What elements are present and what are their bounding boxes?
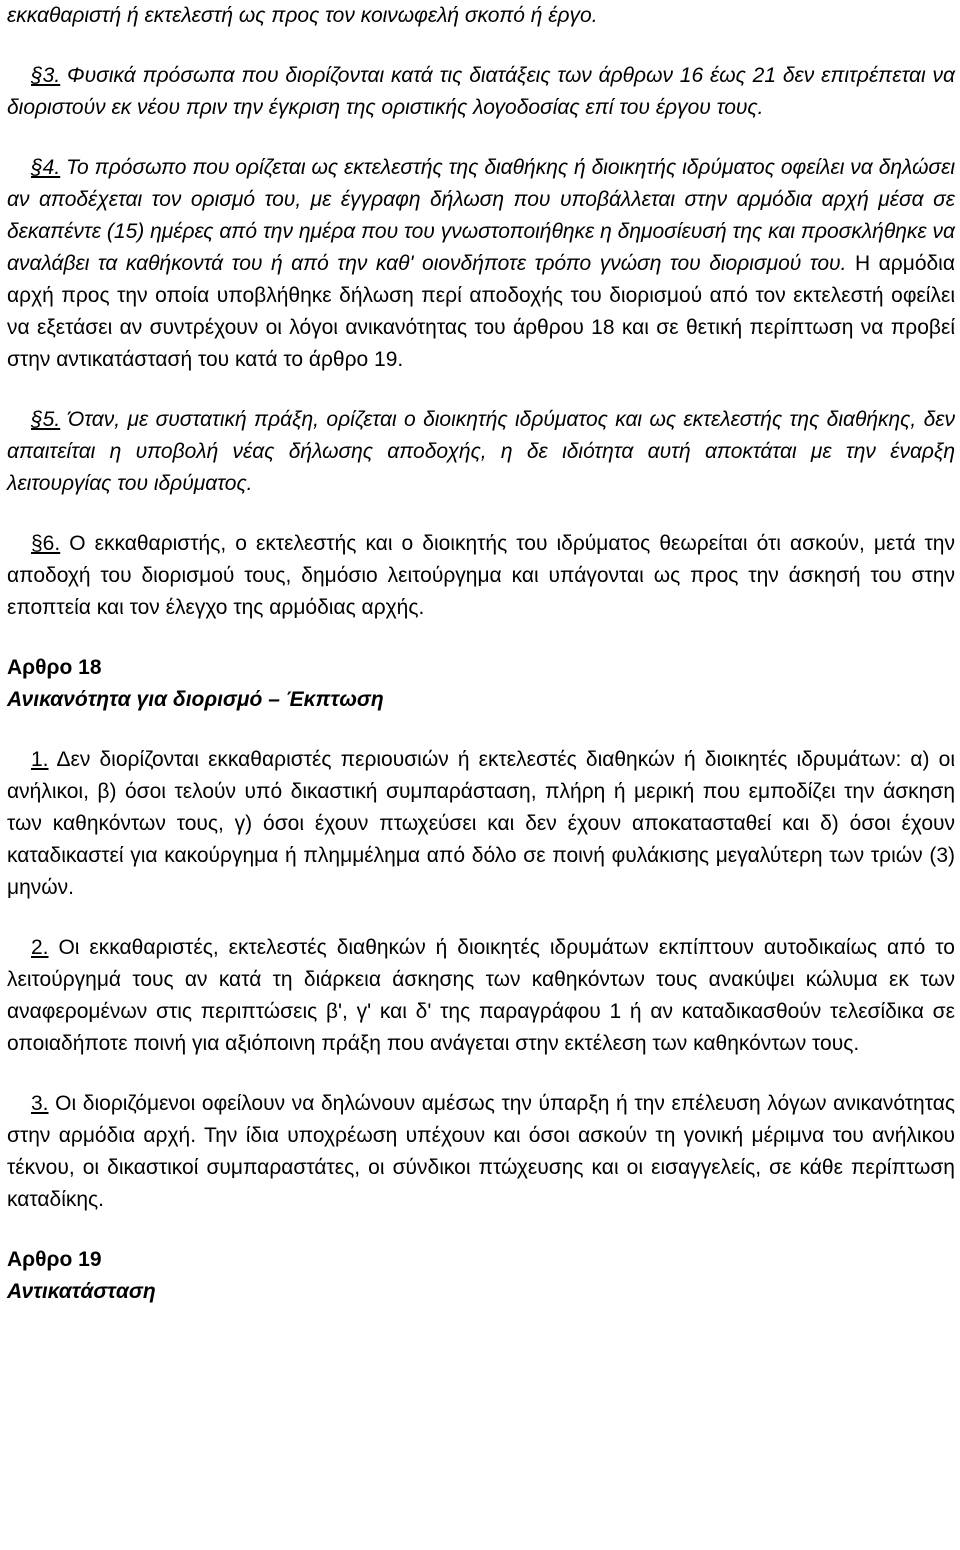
article-19-heading [7,1244,955,1276]
paragraph-5-text: Όταν, με συστατική πράξη, ορίζεται ο διοικητής ιδρύματος και ως εκτελεστής της διαθήκης, δεν απαιτείται η υποβολή νέας δήλωσης αποδοχής, η δε ιδιότητα αυτή αποκτάται με την έναρξη λειτουργίας του ιδρύματος. [7,408,955,495]
article-18-paragraph-2-number: 2. [31,936,49,959]
paragraph-5-number: §5. [31,408,61,431]
paragraph-4 [7,152,955,376]
article-19-title-line [7,1276,955,1308]
article-18-paragraph-2-text: Οι εκκαθαριστές, εκτελεστές διαθηκών ή διοικητές ιδρυμάτων εκπίπτουν αυτοδικαίως από το λειτούργημά τους αν κατά τη διάρκεια άσκησης των καθηκόντων τους ανακύψει κώλυμα εκ των αναφερομένων στις περιπτώσεις β', γ' και δ' της παραγράφου 1 ή αν καταδικασθούν τελεσίδικα σε οποιαδήποτε ποινή για αξιόποινη πράξη που ανάγεται στην εκτέλεση των καθηκόντων τους. [7,936,955,1055]
article-18-paragraph-3-number: 3. [31,1092,49,1115]
article-18-paragraph-1 [7,744,955,904]
top-fragment [7,0,955,32]
paragraph-3-text: Φυσικά πρόσωπα που διορίζονται κατά τις διατάξεις των άρθρων 16 έως 21 δεν επιτρέπεται να διοριστούν εκ νέου πριν την έγκριση της οριστικής λογοδοσίας επί του έργου τους. [7,64,955,119]
article-18-paragraph-2 [7,932,955,1060]
paragraph-4-text-italic: Το πρόσωπο που ορίζεται ως εκτελεστής της διαθήκης ή διοικητής ιδρύματος οφείλει να δηλώσει αν αποδέχεται τον ορισμό του, με έγγραφη δήλωση που υποβάλλεται στην αρμόδια αρχή μέσα σε δεκαπέντε (15) ημέρες από την ημέρα που του γνωστοποιήθηκε η δημοσίευσή της και προσκλήθηκε να αναλάβει τα καθήκοντά του ή από την καθ' οιονδήποτε τρόπο γνώση του διορισμού του. [7,156,955,275]
paragraph-3-number: §3. [31,64,61,87]
paragraph-5 [7,404,955,500]
article-19-number: Αρθρο 19 [7,1248,102,1271]
article-18-paragraph-3-text: Οι διοριζόμενοι οφείλουν να δηλώνουν αμέσως την ύπαρξη ή την επέλευση λόγων ανικανότητας στην αρμόδια αρχή. Την ίδια υποχρέωση υπέχουν και όσοι ασκούν τη γονική μέριμνα του ανήλικου τέκνου, οι δικαστικοί συμπαραστάτες, οι σύνδικοι πτώχευσης και οι εισαγγελείς, σε κάθε περίπτωση καταδίκης. [7,1092,955,1211]
article-18-title-line [7,684,955,716]
paragraph-3 [7,60,955,124]
top-fragment-text: εκκαθαριστή ή εκτελεστή ως προς τον κοινωφελή σκοπό ή έργο. [7,4,598,27]
article-18-paragraph-3 [7,1088,955,1216]
paragraph-6-text: Ο εκκαθαριστής, ο εκτελεστής και ο διοικητής του ιδρύματος θεωρείται ότι ασκούν, μετά την αποδοχή του διορισμού τους, δημόσιο λειτούργημα και υπάγονται ως προς την άσκησή του στην εποπτεία και τον έλεγχο της αρμόδιας αρχής. [7,532,955,619]
paragraph-4-text-regular: Η αρμόδια αρχή προς την οποία υποβλήθηκε δήλωση περί αποδοχής του διορισμού από τον εκτελεστή οφείλει να εξετάσει αν συντρέχουν οι λόγοι ανικανότητας του άρθρου 18 και σε θετική περίπτωση να προβεί στην αντικατάστασή του κατά το άρθρο 19. [7,252,955,371]
article-18-heading [7,652,955,684]
paragraph-6 [7,528,955,624]
article-18-paragraph-1-text: Δεν διορίζονται εκκαθαριστές περιουσιών ή εκτελεστές διαθηκών ή διοικητές ιδρυμάτων: α) οι ανήλικοι, β) όσοι τελούν υπό δικαστική συμπαράσταση, πλήρη ή μερική που εμποδίζει την άσκηση των καθηκόντων τους, γ) όσοι έχουν πτωχεύσει και δεν έχουν αποκατασταθεί και δ) όσοι έχουν καταδικαστεί για κακούργημα ή πλημμέλημα από δόλο σε ποινή φυλάκισης μεγαλύτερη των τριών (3) μηνών. [7,748,955,899]
article-18-title: Ανικανότητα για διορισμό – Έκπτωση [7,688,384,711]
document-page [7,0,955,1308]
paragraph-6-number: §6. [31,532,61,555]
article-19-title: Αντικατάσταση [7,1280,156,1303]
article-18-number: Αρθρο 18 [7,656,102,679]
article-18-paragraph-1-number: 1. [31,748,49,771]
paragraph-4-number: §4. [31,156,61,179]
